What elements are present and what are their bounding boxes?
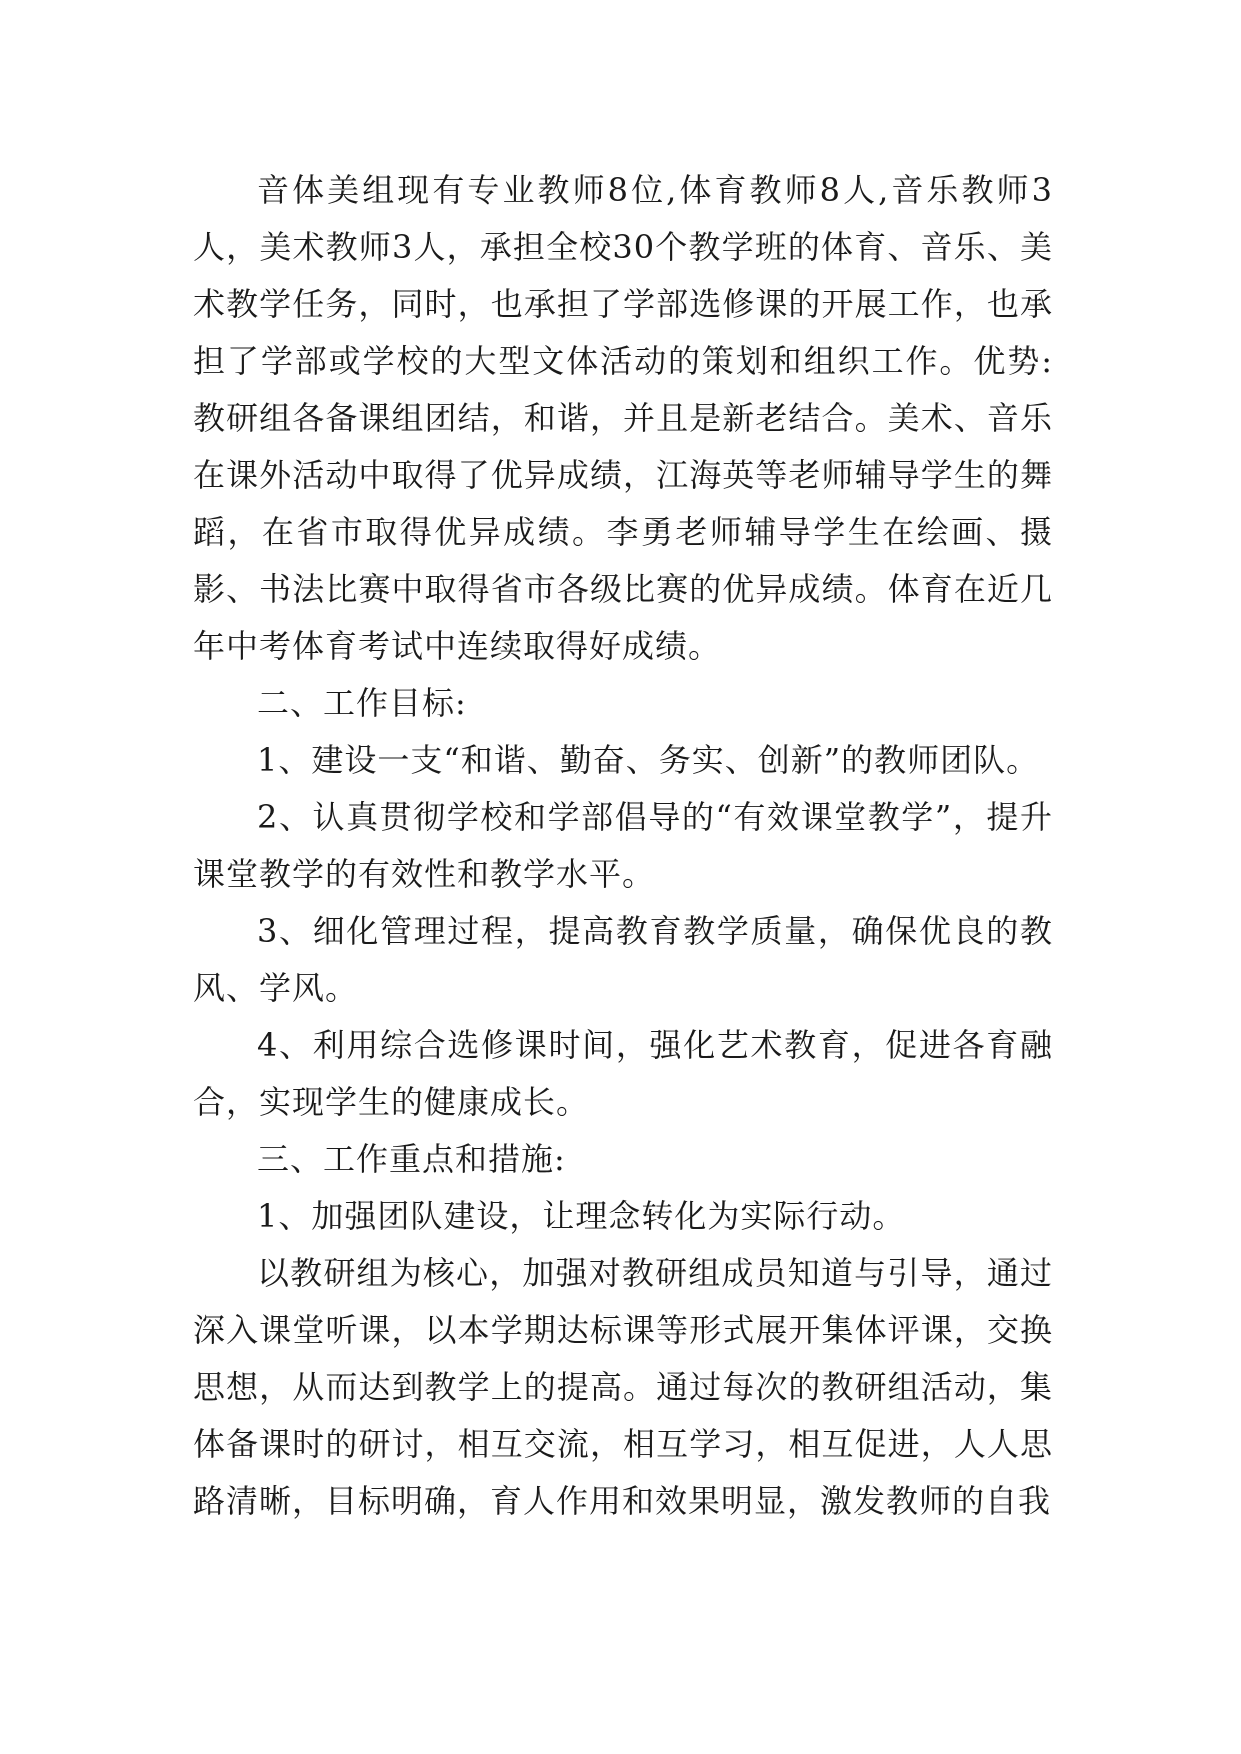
- paragraph-measure-1-detail: 以教研组为核心，加强对教研组成员知道与引导，通过深入课堂听课，以本学期达标课等形式展开集体评课，交换思想，从而达到教学上的提高。通过每次的教研组活动，集体备课时的研讨，相互交流，相互学习，相互促进，人人思路清晰，目标明确，育人作用和效果明显，激发教师的自我: [193, 1254, 1053, 1520]
- paragraph-staff-overview: 音体美组现有专业教师8位,体育教师8人,音乐教师3人，美术教师3人，承担全校30个教学班的体育、音乐、美术教学任务，同时，也承担了学部选修课的开展工作，也承担了学部或学校的大型文体活动的策划和组织工作。优势:教研组各备课组团结，和谐，并且是新老结合。美术、音乐在课外活动中取得了优异成绩，江海英等老师辅导学生的舞蹈，在省市取得优异成绩。李勇老师辅导学生在绘画、摄影、书法比赛中取得省市各级比赛的优异成绩。体育在近几年中考体育考试中连续取得好成绩。: [193, 171, 1053, 665]
- paragraph-goal-2: 2、认真贯彻学校和学部倡导的“有效课堂教学”，提升课堂教学的有效性和教学水平。: [193, 798, 1053, 893]
- paragraph-goal-4: 4、利用综合选修课时间，强化艺术教育，促进各育融合，实现学生的健康成长。: [193, 1026, 1053, 1121]
- paragraph-goal-3: 3、细化管理过程，提高教育教学质量，确保优良的教风、学风。: [193, 912, 1053, 1007]
- paragraph-section-measures-heading: 三、工作重点和措施:: [257, 1140, 566, 1178]
- document-body: [193, 162, 1053, 1530]
- paragraph-section-goals-heading: 二、工作目标:: [257, 684, 467, 722]
- paragraph-measure-1: 1、加强团队建设，让理念转化为实际行动。: [257, 1197, 906, 1235]
- paragraph-goal-1: 1、建设一支“和谐、勤奋、务实、创新”的教师团队。: [257, 741, 1040, 779]
